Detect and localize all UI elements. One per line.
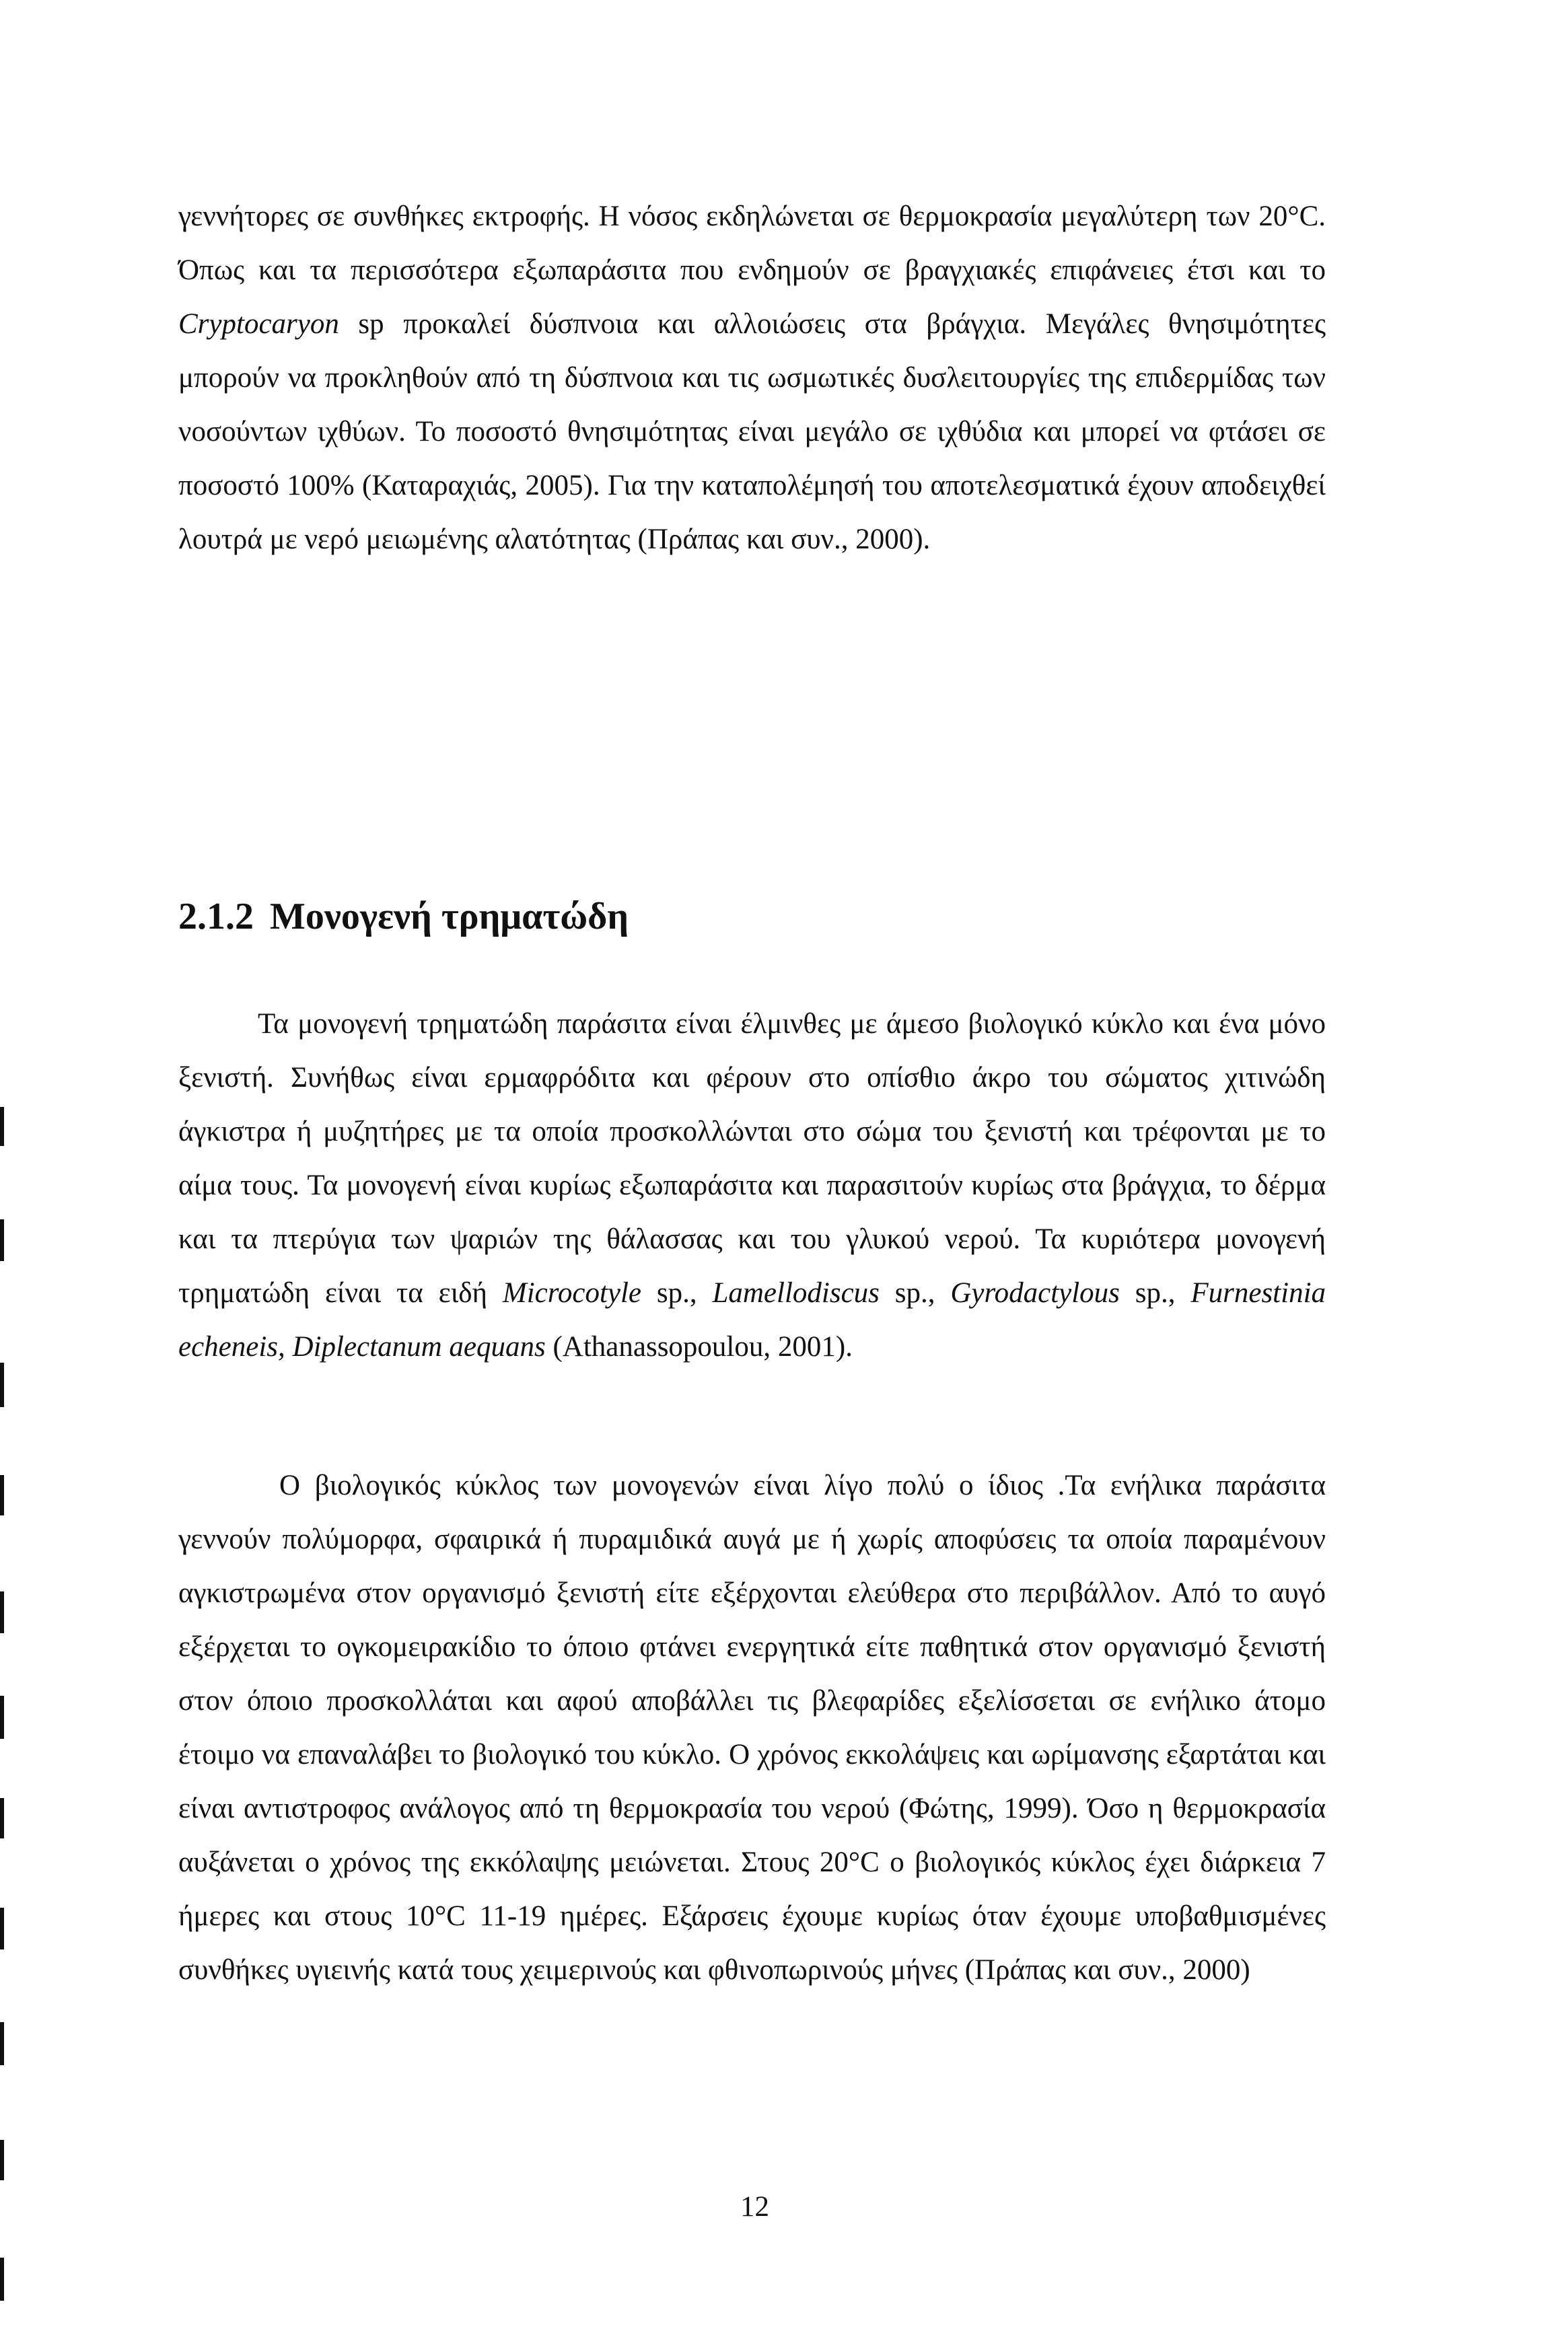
page-number: 12 [740,2191,769,2223]
species-name: Microcotyle [502,1277,642,1309]
section-heading [178,895,629,938]
paragraph-cryptocaryon: γεννήτορες σε συνθήκες εκτροφής. Η νόσος εκδηλώνεται σε θερμοκρασία μεγαλύτερη των 20°C. Όπως και τα περισσότερα εξωπαράσιτα που ενδημούν σε βραγχιακές επιφάνειες έτσι και το Cryptocaryon sp προκαλεί δύσπνοια και αλλοιώσεις στα βράγχια. Μεγάλες θνησιμότητες μπορούν να προκληθούν από τη δύσπνοια και τις ωσμωτικές δυσλειτουργίες της επιδερμίδας των νοσούντων ιχθύων. Το ποσοστό θνησιμότητας είναι μεγάλο σε ιχθύδια και μπορεί να φτάσει σε ποσοστό 100% (Καταραχιάς, 2005). Για την καταπολέμησή του αποτελεσματικά έχουν αποδειχθεί λουτρά με νερό μειωμένης αλατότητας (Πράπας και συν., 2000). [178,201,1326,555]
section-number: 2.1.2 [178,896,254,937]
paragraph-life-cycle: Ο βιολογικός κύκλος των μονογενών είναι λίγο πολύ ο ίδιος .Τα ενήλικα παράσιτα γεννούν πολύμορφα, σφαιρικά ή πυραμιδικά αυγά με ή χωρίς αποφύσεις τα οποία παραμένουν αγκιστρωμένα στον οργανισμό ξενιστή είτε εξέρχονται ελεύθερα στο περιβάλλον. Από το αυγό εξέρχεται το ογκομειρακίδιο το όποιο φτάνει ενεργητικά είτε παθητικά στον οργανισμό ξενιστή στον όποιο προσκολλάται και αφού αποβάλλει τις βλεφαρίδες εξελίσσεται σε ενήλικο άτομο έτοιμο να επαναλάβει το βιολογικό του κύκλο. Ο χρόνος εκκολάψεις και ωρίμανσης εξαρτάται και είναι αντιστροφος ανάλογος από τη θερμοκρασία του νερού (Φώτης, 1999). Όσο η θερμοκρασία αυξάνεται ο χρόνος της εκκόλαψης μειώνεται. Στους 20°C ο βιολογικός κύκλος έχει διάρκεια 7 ήμερες και στους 10°C 11-19 ημέρες. Εξάρσεις έχουμε κυρίως όταν έχουμε υποβαθμισμένες συνθήκες υγιεινής κατά τους χειμερινούς και φθινοπωρινούς μήνες (Πράπας και συν., 2000) [178,1470,1326,1986]
scan-edge-marks [0,0,13,2331]
species-name: Furnestinia echeneis, Diplectanum aequans [178,1277,1326,1363]
paragraph-monogenea-intro: Τα μονογενή τρηματώδη παράσιτα είναι έλμινθες με άμεσο βιολογικό κύκλο και ένα μόνο ξενιστή. Συνήθως είναι ερμαφρόδιτα και φέρουν στο οπίσθιο άκρο του σώματος χιτινώδη άγκιστρα ή μυζητήρες με τα οποία προσκολλώνται στο σώμα του ξενιστή και τρέφονται με το αίμα τους. Τα μονογενή είναι κυρίως εξωπαράσιτα και παρασιτούν κυρίως στα βράγχια, το δέρμα και τα πτερύγια των ψαριών της θάλασσας και του γλυκού νερού. Τα κυριότερα μονογενή τρηματώδη είναι τα ειδή Microcotyle sp., Lamellodiscus sp., Gyrodactylous sp., Furnestinia echeneis, Diplectanum aequans (Athanassopoulou, 2001). [178,1008,1326,1363]
species-name: Lamellodiscus [712,1277,880,1309]
species-name: Cryptocaryon [178,308,339,340]
section-title: Μονογενή τρηματώδη [270,896,629,937]
species-name: Gyrodactylous [950,1277,1120,1309]
